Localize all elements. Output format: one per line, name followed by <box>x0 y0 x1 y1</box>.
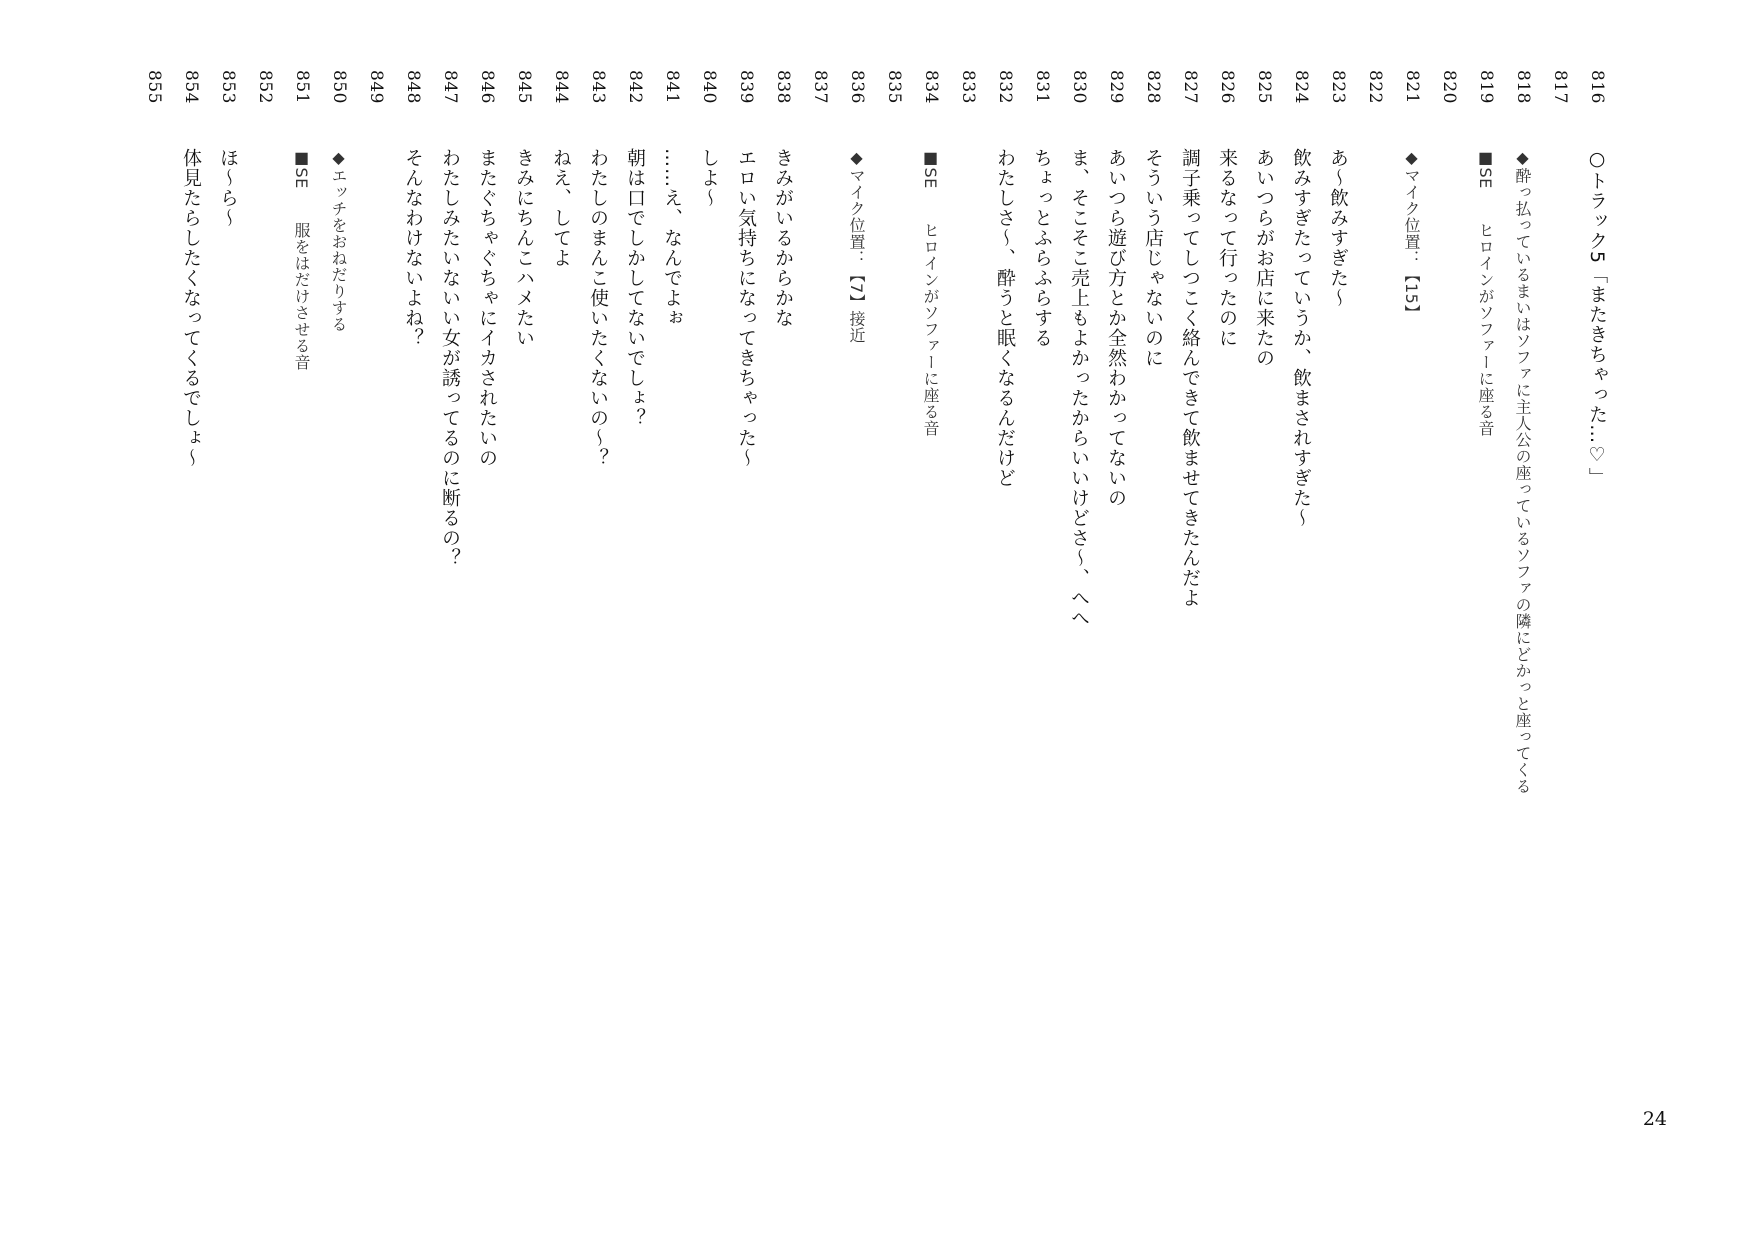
track-heading: ○トラック5「またきちゃった…♡」 <box>1586 148 1608 488</box>
line-number: 820 <box>1439 70 1459 104</box>
line-number: 853 <box>218 70 238 104</box>
stage-direction: ◆マイク位置：【15】 <box>1402 148 1421 321</box>
line-number: 822 <box>1365 70 1385 104</box>
line-number: 842 <box>625 70 645 104</box>
script-line <box>246 70 283 1070</box>
line-number: 823 <box>1328 70 1348 104</box>
line-number: 839 <box>736 70 756 104</box>
line-number: 835 <box>884 70 904 104</box>
script-line <box>209 70 246 1070</box>
dialogue-line: あいつらがお店に来たの <box>1253 148 1275 368</box>
dialogue-line: 朝は口でしかしてないでしょ？ <box>624 148 646 428</box>
line-number: 848 <box>403 70 423 104</box>
script-line <box>283 70 320 1070</box>
line-number: 845 <box>514 70 534 104</box>
script-line <box>431 70 468 1070</box>
line-number: 819 <box>1476 70 1496 104</box>
line-number: 832 <box>995 70 1015 104</box>
script-line <box>801 70 838 1070</box>
dialogue-line: わたしさ～、酔うと眠くなるんだけど <box>994 148 1016 488</box>
dialogue-line: ……え、なんでよぉ <box>661 148 683 328</box>
stage-direction: ◆酔っ払っているまいはソファに主人公の座っているソファの隣にどかっと座ってくる <box>1513 148 1532 795</box>
line-number: 840 <box>699 70 719 104</box>
script-line <box>1356 70 1393 1070</box>
script-line <box>357 70 394 1070</box>
line-number: 852 <box>255 70 275 104</box>
line-number: 828 <box>1143 70 1163 104</box>
script-line <box>1430 70 1467 1070</box>
script-line <box>1282 70 1319 1070</box>
page-number: 24 <box>1642 1108 1667 1130</box>
dialogue-line: またぐちゃぐちゃにイカされたいの <box>476 148 498 468</box>
line-number: 827 <box>1180 70 1200 104</box>
script-line <box>135 70 172 1070</box>
line-number: 816 <box>1587 70 1607 104</box>
script-line <box>1578 70 1615 1070</box>
line-number: 847 <box>440 70 460 104</box>
script-line <box>542 70 579 1070</box>
line-number: 844 <box>551 70 571 104</box>
stage-direction: ◆マイク位置：【7】接近 <box>847 148 866 344</box>
dialogue-line: わたしみたいないい女が誘ってるのに断るの？ <box>439 148 461 568</box>
line-number: 825 <box>1254 70 1274 104</box>
script-line <box>912 70 949 1070</box>
script-line <box>172 70 209 1070</box>
dialogue-line: あ～飲みすぎた～ <box>1327 148 1349 308</box>
script-line <box>764 70 801 1070</box>
script-line <box>1319 70 1356 1070</box>
dialogue-line: わたしのまんこ使いたくないの～？ <box>587 148 609 468</box>
line-number: 829 <box>1106 70 1126 104</box>
line-number: 836 <box>847 70 867 104</box>
script-line <box>1060 70 1097 1070</box>
line-number: 817 <box>1550 70 1570 104</box>
dialogue-line: きみがいるからかな <box>772 148 794 328</box>
stage-direction: ◆エッチをおねだりする <box>329 148 348 333</box>
line-number: 830 <box>1069 70 1089 104</box>
line-number: 837 <box>810 70 830 104</box>
script-body <box>125 70 1615 1070</box>
dialogue-line: あいつら遊び方とか全然わかってないの <box>1105 148 1127 508</box>
line-number: 821 <box>1402 70 1422 104</box>
script-line <box>1208 70 1245 1070</box>
script-line <box>1393 70 1430 1070</box>
line-number: 851 <box>292 70 312 104</box>
script-line <box>1097 70 1134 1070</box>
line-number: 841 <box>662 70 682 104</box>
dialogue-line: 来るなって行ったのに <box>1216 148 1238 348</box>
script-line <box>1504 70 1541 1070</box>
script-line <box>727 70 764 1070</box>
dialogue-line: きみにちんこハメたい <box>513 148 535 348</box>
script-line <box>1023 70 1060 1070</box>
line-number: 855 <box>144 70 164 104</box>
dialogue-line: そういう店じゃないのに <box>1142 148 1164 368</box>
dialogue-line: 飲みすぎたっていうか、飲まされすぎた～ <box>1290 148 1312 528</box>
script-line <box>616 70 653 1070</box>
script-line <box>1134 70 1171 1070</box>
script-line <box>1245 70 1282 1070</box>
script-line <box>579 70 616 1070</box>
script-line <box>949 70 986 1070</box>
sound-effect-cue: ■SE ヒロインがソファーに座る音 <box>1476 148 1495 437</box>
dialogue-line: ま、そこそこ売上もよかったからいいけどさ～、へへ <box>1068 148 1090 628</box>
line-number: 843 <box>588 70 608 104</box>
line-number: 826 <box>1217 70 1237 104</box>
dialogue-line: ちょっとふらふらする <box>1031 148 1053 348</box>
script-line <box>505 70 542 1070</box>
script-line <box>1541 70 1578 1070</box>
line-number: 846 <box>477 70 497 104</box>
line-number: 818 <box>1513 70 1533 104</box>
dialogue-line: ねえ、してよ <box>550 148 572 268</box>
script-line <box>394 70 431 1070</box>
dialogue-line: 体見たらしたくなってくるでしょ～ <box>180 148 202 468</box>
line-number: 849 <box>366 70 386 104</box>
dialogue-line: そんなわけないよね？ <box>402 148 424 348</box>
script-line <box>690 70 727 1070</box>
script-line <box>838 70 875 1070</box>
sound-effect-cue: ■SE ヒロインがソファーに座る音 <box>921 148 940 437</box>
script-line <box>468 70 505 1070</box>
line-number: 824 <box>1291 70 1311 104</box>
script-line <box>986 70 1023 1070</box>
script-line <box>653 70 690 1070</box>
line-number: 833 <box>958 70 978 104</box>
dialogue-line: しよ～ <box>698 148 720 208</box>
line-number: 854 <box>181 70 201 104</box>
sound-effect-cue: ■SE 服をはだけさせる音 <box>292 148 311 371</box>
dialogue-line: 調子乗ってしつこく絡んできて飲ませてきたんだよ <box>1179 148 1201 608</box>
dialogue-line: エロい気持ちになってきちゃった～ <box>735 148 757 468</box>
script-line <box>1467 70 1504 1070</box>
line-number: 838 <box>773 70 793 104</box>
script-line <box>320 70 357 1070</box>
line-number: 850 <box>329 70 349 104</box>
line-number: 834 <box>921 70 941 104</box>
dialogue-line: ほ～ら～ <box>217 148 239 228</box>
script-line <box>1171 70 1208 1070</box>
line-number: 831 <box>1032 70 1052 104</box>
script-line <box>875 70 912 1070</box>
